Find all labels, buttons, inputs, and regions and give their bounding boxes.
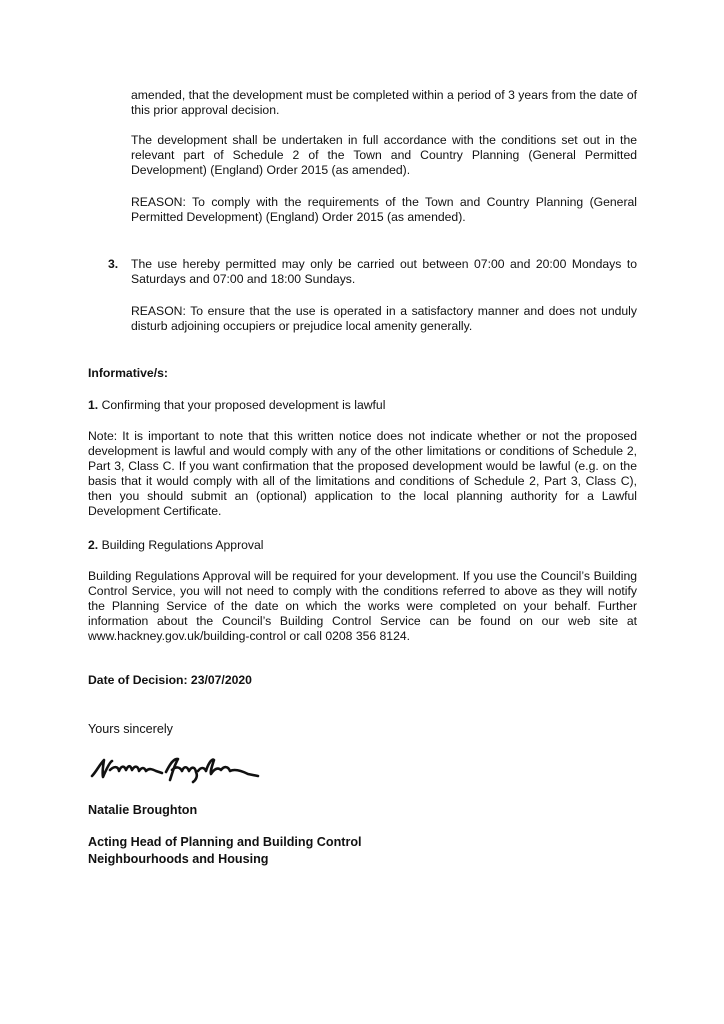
condition-3-text: The use hereby permitted may only be carried out between 07:00 and 20:00 Mondays to Saturdays and 07:00 and 18:00 Sundays. bbox=[131, 257, 637, 286]
closing-salutation: Yours sincerely bbox=[88, 722, 173, 736]
signature-icon bbox=[88, 752, 273, 786]
signatory-title: Acting Head of Planning and Building Control bbox=[88, 835, 362, 849]
condition-2-reason: REASON: To comply with the requirements of the Town and Country Planning (General Permitted Development) (England) Order 2015 (as amended). bbox=[131, 195, 637, 224]
informative-1-body: Note: It is important to note that this written notice does not indicate whether or not the proposed development is lawful and would comply with any of the other limitations or conditions of Schedule 2, Part 3, Class C. If you want confirmation that the proposed development would be lawful (e.g. on the basis that it would comply with all of the limitations and conditions of Schedule 2, Part 3, Class C), then you should submit an (optional) application to the local planning authority for a Lawful Development Certificate. bbox=[88, 429, 637, 518]
informative-2-body: Building Regulations Approval will be required for your development. If you use the Council’s Building Control Service, you will not need to comply with the conditions referred to above as they will notify the Planning Service of the date on which the works were completed on your behalf. Further information about the Council’s Building Control Service can be found on our web site at www.hackney.gov.uk/building-control or call 0208 356 8124. bbox=[88, 569, 637, 643]
date-of-decision: Date of Decision: 23/07/2020 bbox=[88, 673, 252, 687]
informative-2-title-text: Building Regulations Approval bbox=[101, 538, 264, 552]
informatives-heading: Informative/s: bbox=[88, 366, 168, 380]
informative-2-number: 2. bbox=[88, 538, 99, 552]
condition-2-para-1: amended, that the development must be completed within a period of 3 years from the date of this prior approval decision. bbox=[131, 88, 637, 117]
condition-3-number: 3. bbox=[108, 257, 119, 271]
condition-2-para-2: The development shall be undertaken in full accordance with the conditions set out in the relevant part of Schedule 2 of the Town and Country Planning (General Permitted Development) (England) Order 2015 (as amended). bbox=[131, 133, 637, 177]
informative-1-number: 1. bbox=[88, 398, 99, 412]
informative-2-title bbox=[88, 538, 637, 553]
condition-3-reason: REASON: To ensure that the use is operated in a satisfactory manner and does not unduly disturb adjoining occupiers or prejudice local amenity generally. bbox=[131, 304, 637, 333]
informative-1-title bbox=[88, 398, 637, 413]
informative-1-title-text: Confirming that your proposed development is lawful bbox=[101, 398, 386, 412]
signatory-name: Natalie Broughton bbox=[88, 803, 198, 817]
signatory-department: Neighbourhoods and Housing bbox=[88, 852, 269, 866]
